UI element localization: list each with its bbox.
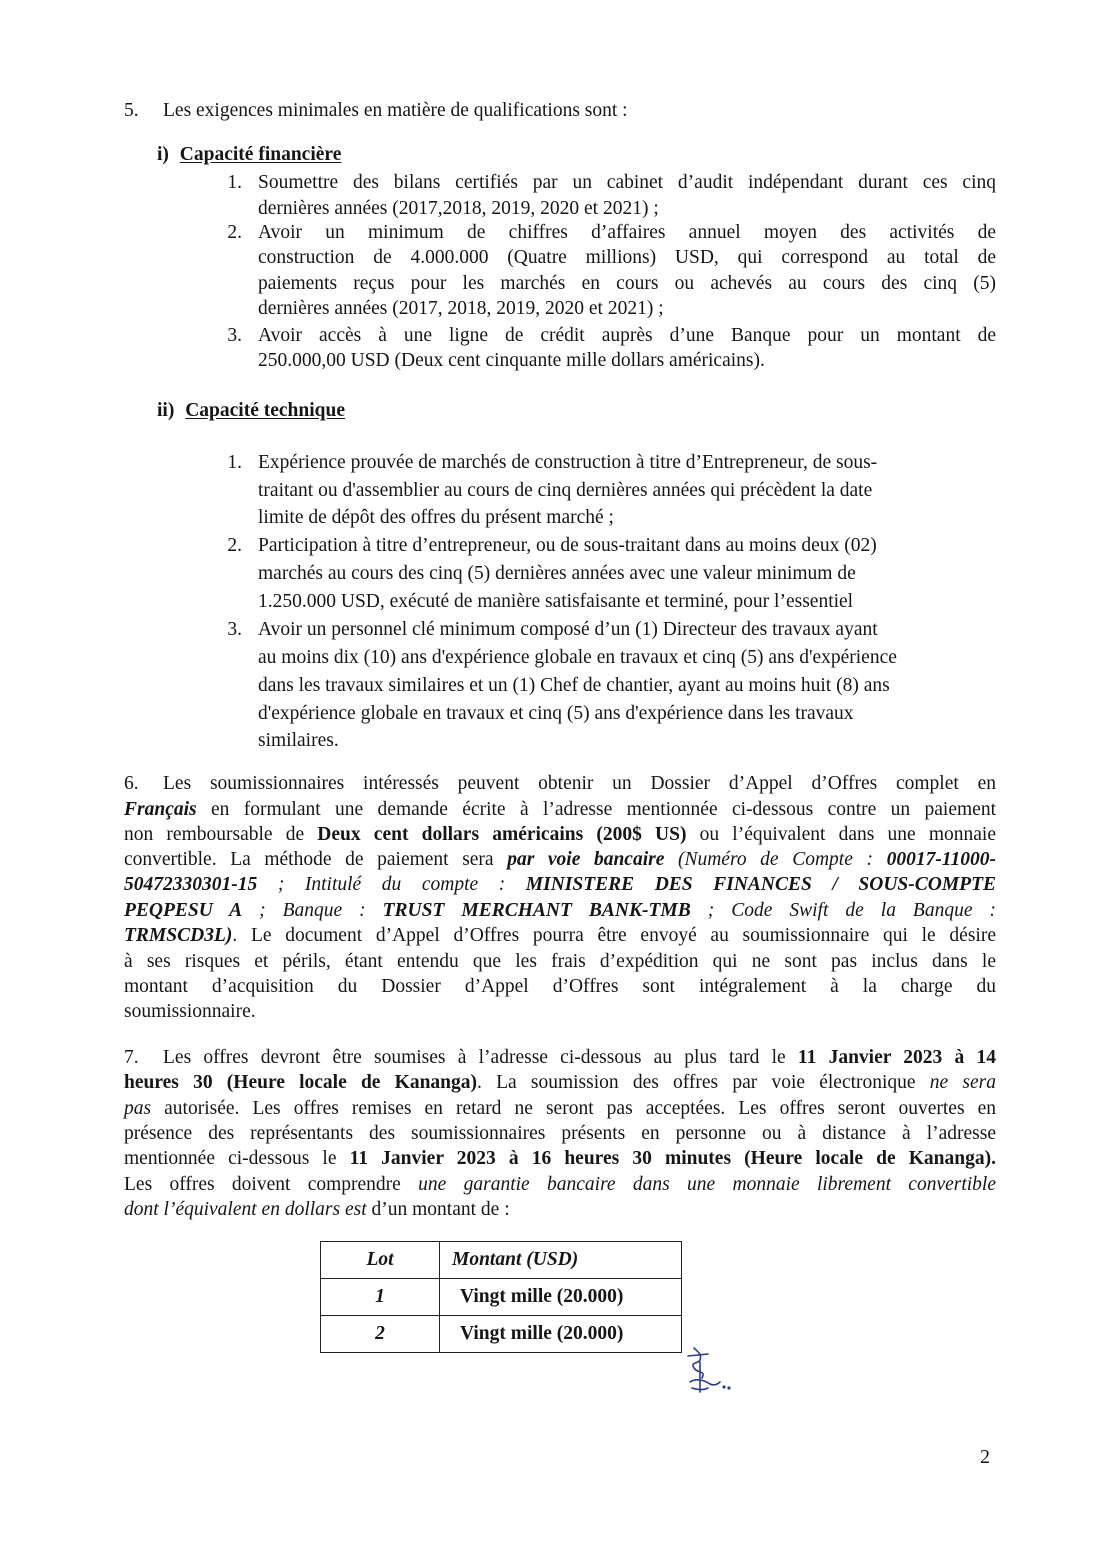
section-7-line-4: présence des représentants des soumissionnaires présents en personne ou à distance à l’adresse	[124, 1123, 996, 1144]
technical-item-1-line-1: Expérience prouvée de marchés de construction à titre d’Entrepreneur, de sous-	[258, 452, 878, 473]
section-7-line-6-a: Les offres doivent comprendre	[124, 1174, 419, 1195]
section-7-line-5	[124, 1146, 996, 1172]
signature-initials-icon	[680, 1340, 740, 1400]
section-7-line-5-a: mentionnée ci-dessous le	[124, 1148, 350, 1169]
financial-item-1-line-2: dernières années (2017,2018, 2019, 2020 et 2021) ;	[258, 198, 659, 219]
dollar-equivalent-text: dont l’équivalent en dollars est	[124, 1199, 367, 1220]
section-6-line-1: Les soumissionnaires intéressés peuvent obtenir un Dossier d’Appel d’Offres complet en	[163, 773, 996, 794]
section-6-line-3	[124, 822, 996, 848]
section-7-line-3-text: autorisée. Les offres remises en retard ne seront pas acceptées. Les offres seront ouvertes en	[151, 1098, 996, 1119]
financial-item-1-number: 1.	[227, 172, 242, 193]
swift-code: TRMSCD3L)	[124, 925, 233, 946]
lot-amount-cell: Vingt mille (20.000)	[440, 1279, 682, 1316]
header-lot: Lot	[321, 1242, 440, 1279]
section-6-line-2-text: en formulant une demande écrite à l’adresse mentionnée ci-dessous contre un paiement	[196, 799, 996, 820]
financial-item-2-line-3: paiements reçus pour les marchés en cours ou achevés au cours des cinq (5)	[258, 273, 996, 294]
section-6-line-7-text: . Le document d’Appel d’Offres pourra être envoyé au soumissionnaire qui le désire	[232, 925, 996, 946]
section-6-line-4-a: convertible. La méthode de paiement sera	[124, 849, 508, 870]
account-name-part-2: PEQPESU A	[124, 900, 243, 921]
section-7-line-6	[124, 1172, 996, 1198]
technical-heading	[157, 398, 345, 424]
section-6-line-7	[124, 923, 996, 949]
technical-item-1-number: 1.	[227, 452, 242, 473]
section-7-number: 7.	[124, 1047, 139, 1068]
financial-marker: i)	[157, 144, 169, 165]
section-7-negation-1: ne sera	[929, 1072, 996, 1093]
section-6-line-5	[124, 872, 996, 898]
technical-item-2-line-3: 1.250.000 USD, exécuté de manière satisfaisante et terminé, pour l’essentiel	[258, 591, 854, 612]
section-5-text: Les exigences minimales en matière de qualifications sont :	[163, 100, 628, 121]
payment-method: par voie bancaire	[507, 849, 665, 870]
financial-item-3-line-2: 250.000,00 USD (Deux cent cinquante mille dollars américains).	[258, 350, 765, 371]
section-7-line-1	[163, 1045, 996, 1071]
financial-item-1-line-1: Soumettre des bilans certifiés par un cabinet d’audit indépendant durant ces cinq	[258, 172, 996, 193]
financial-item-3-number: 3.	[227, 325, 242, 346]
financial-heading	[157, 142, 341, 168]
section-6-line-6-b: ; Code Swift de la Banque :	[690, 900, 996, 921]
opening-date: 11 Janvier 2023 à 16 heures 30 minutes (Heure locale de Kananga).	[349, 1148, 996, 1169]
lots-table	[320, 1241, 682, 1353]
bank-name: TRUST MERCHANT BANK-TMB	[382, 900, 691, 921]
technical-item-3-line-4: d'expérience globale en travaux et cinq (5) ans d'expérience dans les travaux	[258, 703, 854, 724]
technical-marker: ii)	[157, 400, 175, 421]
section-6-line-3-b: ou l’équivalent dans une monnaie	[686, 824, 996, 845]
page-number: 2	[980, 1446, 990, 1468]
section-7-line-7-text: d’un montant de :	[366, 1199, 510, 1220]
section-6-line-10: soumissionnaire.	[124, 1001, 256, 1022]
section-6-line-6	[124, 898, 996, 924]
table-row	[321, 1316, 682, 1353]
section-6-line-4-b: (Numéro de Compte :	[664, 849, 887, 870]
technical-item-1-line-3: limite de dépôt des offres du présent marché ;	[258, 507, 614, 528]
technical-item-3-line-5: similaires.	[258, 730, 339, 751]
technical-item-2-line-1: Participation à titre d’entrepreneur, ou de sous-traitant dans au moins deux (02)	[258, 535, 877, 556]
financial-title: Capacité financière	[179, 144, 342, 165]
section-6-line-5-a: ; Intitulé du compte :	[257, 874, 526, 895]
section-6-number: 6.	[124, 773, 139, 794]
technical-item-3-line-3: dans les travaux similaires et un (1) Chef de chantier, ayant au moins huit (8) ans	[258, 675, 890, 696]
section-7-line-7	[124, 1197, 996, 1223]
section-5-number: 5.	[124, 100, 139, 121]
technical-title: Capacité technique	[185, 400, 345, 421]
account-number-part-2: 50472330301-15	[124, 874, 258, 895]
lot-number-cell: 1	[321, 1279, 440, 1316]
language-french: Français	[124, 799, 197, 820]
section-6-line-6-a: ; Banque :	[242, 900, 383, 921]
deadline-date-part-1: 11 Janvier 2023 à 14	[797, 1047, 996, 1068]
section-6-line-2	[124, 797, 996, 823]
header-amount: Montant (USD)	[440, 1242, 682, 1279]
technical-item-3-line-1: Avoir un personnel clé minimum composé d’un (1) Directeur des travaux ayant	[258, 619, 878, 640]
account-number-part-1: 00017-11000-	[886, 849, 996, 870]
section-6-line-8: à ses risques et périls, étant entendu que les frais d’expédition qui ne sont pas inclus dans le	[124, 951, 996, 972]
section-6-line-9: montant d’acquisition du Dossier d’Appel d’Offres sont intégralement à la charge du	[124, 976, 996, 997]
financial-item-2-number: 2.	[227, 222, 242, 243]
financial-item-2-line-4: dernières années (2017, 2018, 2019, 2020 et 2021) ;	[258, 298, 664, 319]
section-7-line-2-a: . La soumission des offres par voie électronique	[477, 1072, 930, 1093]
section-7-line-2	[124, 1070, 996, 1096]
technical-item-2-line-2: marchés au cours des cinq (5) dernières années avec une valeur minimum de	[258, 563, 856, 584]
lot-amount-cell: Vingt mille (20.000)	[440, 1316, 682, 1353]
section-7-negation-2: pas	[124, 1098, 152, 1119]
technical-item-1-line-2: traitant ou d'assemblier au cours de cinq dernières années qui précèdent la date	[258, 480, 873, 501]
technical-item-3-number: 3.	[227, 619, 242, 640]
lot-number-cell: 2	[321, 1316, 440, 1353]
financial-item-2-line-1: Avoir un minimum de chiffres d’affaires annuel moyen des activités de	[258, 222, 996, 243]
technical-item-2-number: 2.	[227, 535, 242, 556]
account-name-part-1: MINISTERE DES FINANCES / SOUS-COMPTE	[525, 874, 997, 895]
financial-item-2-line-2: construction de 4.000.000 (Quatre millions) USD, qui correspond au total de	[258, 247, 996, 268]
section-7-line-1-a: Les offres devront être soumises à l’adresse ci-dessous au plus tard le	[163, 1047, 798, 1068]
deadline-date-part-2: heures 30 (Heure locale de Kananga)	[124, 1072, 478, 1093]
section-7-line-3	[124, 1096, 996, 1122]
dossier-price: Deux cent dollars américains (200$ US)	[317, 824, 687, 845]
table-row	[321, 1279, 682, 1316]
financial-item-3-line-1: Avoir accès à une ligne de crédit auprès d’une Banque pour un montant de	[258, 325, 996, 346]
technical-item-3-line-2: au moins dix (10) ans d'expérience globale en travaux et cinq (5) ans d'expérience	[258, 647, 897, 668]
table-header-row	[321, 1242, 682, 1279]
section-6-line-4	[124, 847, 996, 873]
bank-guarantee-text: une garantie bancaire dans une monnaie librement convertible	[418, 1174, 997, 1195]
section-6-line-3-a: non remboursable de	[124, 824, 318, 845]
